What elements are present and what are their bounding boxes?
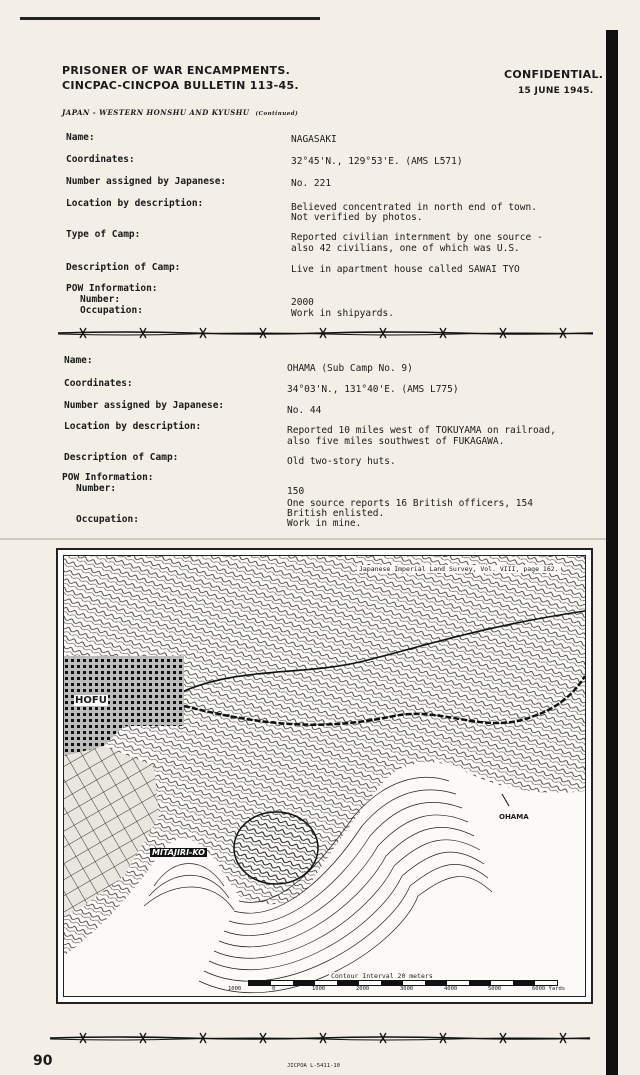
entry1-location-label: Location by description: xyxy=(66,198,204,209)
scale-tick: 0 xyxy=(272,986,276,992)
scale-tick: 6000 Yards xyxy=(532,986,566,992)
entry1-location-line2: Not verified by photos. xyxy=(291,212,423,223)
region-heading xyxy=(62,108,298,117)
document-title: PRISONER OF WAR ENCAMPMENTS. xyxy=(62,64,291,77)
entry1-pow-number-label: Number: xyxy=(80,294,121,305)
entry1-coordinates: 32°45'N., 129°53'E. (AMS L571) xyxy=(291,156,463,167)
entry1-number-label: Number assigned by Japanese: xyxy=(66,176,227,187)
entry1-location-line1: Believed concentrated in north end of town. xyxy=(291,202,537,213)
bulletin-number: CINCPAC-CINCPOA BULLETIN 113-45. xyxy=(62,79,299,92)
entry1-pow-occupation-label: Occupation: xyxy=(80,305,143,316)
entry2-number: No. 44 xyxy=(287,405,322,416)
entry1-description: Live in apartment house called SAWAI TYO xyxy=(291,264,520,275)
entry2-location-line2: also five miles southwest of FUKAGAWA. xyxy=(287,436,505,447)
map-label-ohama: OHAMA xyxy=(499,813,529,821)
entry2-pow-number: 150 xyxy=(287,486,305,497)
page-fold xyxy=(0,538,606,540)
classification-mark: CONFIDENTIAL. xyxy=(504,68,604,81)
entry2-name: OHAMA (Sub Camp No. 9) xyxy=(287,363,413,374)
entry1-name: NAGASAKI xyxy=(291,134,337,145)
map-drawing xyxy=(64,556,585,996)
entry2-location-label: Location by description: xyxy=(64,421,202,432)
entry1-type-line1: Reported civilian internment by one source - xyxy=(291,232,543,243)
camp-location-map xyxy=(56,548,593,1004)
barbed-wire-divider xyxy=(58,326,593,340)
scale-tick: 4000 xyxy=(444,986,458,992)
scale-tick: 2000 xyxy=(356,986,370,992)
entry1-pow-label: POW Information: xyxy=(66,283,158,294)
entry2-pow-detail-line2: British enlisted. xyxy=(287,508,385,519)
entry1-type-line2: also 42 civilians, one of which was U.S. xyxy=(291,243,520,254)
entry2-pow-detail-line1: One source reports 16 British officers, 154 xyxy=(287,498,533,509)
entry2-name-label: Name: xyxy=(64,355,93,366)
print-code: JICPOA L-5411-10 xyxy=(287,1063,340,1069)
entry2-pow-occupation-label: Occupation: xyxy=(76,514,139,525)
entry2-number-label: Number assigned by Japanese: xyxy=(64,400,225,411)
entry2-pow-label: POW Information: xyxy=(62,472,154,483)
entry2-pow-number-label: Number: xyxy=(76,483,117,494)
map-frame xyxy=(63,555,586,997)
region-note: (Continued) xyxy=(255,111,299,117)
entry1-number: No. 221 xyxy=(291,178,332,189)
entry1-coord-label: Coordinates: xyxy=(66,154,135,165)
page-number: 90 xyxy=(33,1053,53,1069)
ohama-marker xyxy=(502,794,509,806)
map-scale-bar xyxy=(228,980,578,994)
land-area xyxy=(64,556,585,956)
entry2-location-line1: Reported 10 miles west of TOKUYAMA on railroad, xyxy=(287,425,556,436)
map-source-note: Japanese Imperial Land Survey, Vol. VIII, page 162. xyxy=(359,565,559,573)
contour-interval-note: Contour Interval 20 meters xyxy=(331,972,433,980)
entry2-description: Old two-story huts. xyxy=(287,456,396,467)
entry2-pow-occupation: Work in mine. xyxy=(287,518,362,529)
entry1-pow-number: 2000 xyxy=(291,297,314,308)
barbed-wire-footer xyxy=(50,1031,590,1045)
entry2-coord-label: Coordinates: xyxy=(64,378,133,389)
scale-tick: 3000 xyxy=(400,986,414,992)
map-label-mitajiri: MITAJIRI-KO xyxy=(152,848,205,857)
scale-tick: 1000 xyxy=(312,986,326,992)
entry2-desc-label: Description of Camp: xyxy=(64,452,179,463)
top-rule xyxy=(20,17,320,20)
document-date: 15 JUNE 1945. xyxy=(518,86,594,96)
entry1-name-label: Name: xyxy=(66,132,95,143)
entry1-desc-label: Description of Camp: xyxy=(66,262,181,273)
scale-tick: 5000 xyxy=(488,986,502,992)
entry2-coordinates: 34°03'N., 131°40'E. (AMS L775) xyxy=(287,384,459,395)
region-text: JAPAN - WESTERN HONSHU AND KYUSHU xyxy=(62,108,250,117)
entry1-type-label: Type of Camp: xyxy=(66,229,141,240)
island xyxy=(234,812,318,884)
scale-tick: 1000 xyxy=(228,986,242,992)
entry1-pow-occupation: Work in shipyards. xyxy=(291,308,394,319)
scan-edge xyxy=(606,30,618,1075)
map-label-hofu: HOFU xyxy=(75,695,107,706)
